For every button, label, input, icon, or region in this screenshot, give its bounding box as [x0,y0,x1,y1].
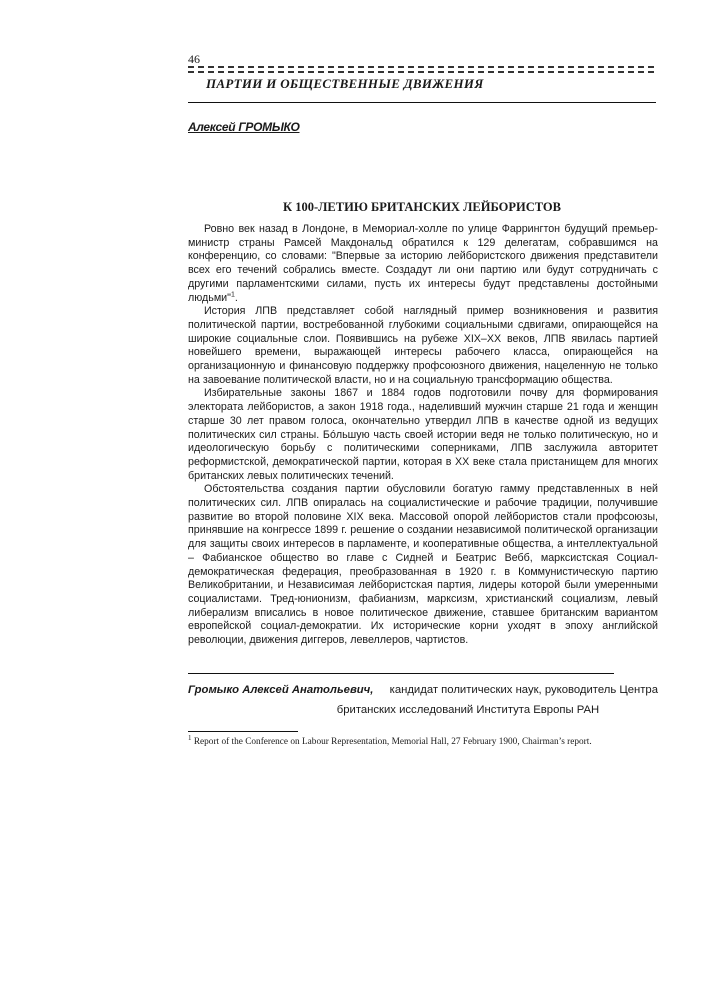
paragraph-4: Обстоятельства создания партии обусловили богатую гамму представленных в ней политических сил. ЛПВ опиралась на социалистические и рабочие традиции, получившие развитие во второй половине XIX века. Массовой опорой лейбористов стали профсоюзы, принявшие на конгрессе 1899 г. решение о создании независимой политической организации для защиты своих интересов в парламенте, и кооперативные общества, а интеллектуальной – Фабианское общество во главе с Сидней и Беатрис Вебб, марксистская Социал-демократическая федерация, преобразованная в 1920 г. в Коммунистическую партию Великобритании, и Независимая лейбористская партия, лидеры которой были умеренными социалистами. Тред-юнионизм, фабианизм, марксизм, христианский социализм, левый либерализм вписались в новое политическое движение, ставшее британским вариантом европейской социал-демократии. Их исторические корни уходят в эпоху английской революции, движения диггеров, левеллеров, чартистов. [188,483,658,647]
section-title: ПАРТИИ И ОБЩЕСТВЕННЫЕ ДВИЖЕНИЯ [206,76,484,91]
footnote-rule [188,731,298,732]
paragraph-1-text: Ровно век назад в Лондоне, в Мемориал-холле по улице Фаррингтон будущий премьер-министр страны Рамсей Макдональд обратился к 129 делегатам, собравшимся на конференцию, со словами: "Впервые за историю лейбористского движения представители всех его течений собрались вместе. Создадут ли они партию или будут сотрудничать с другими парламентскими силами, пусть их интересы будут представлены достойными людьми" [188,223,658,304]
bio-title: кандидат политических наук, руководитель Центра [389,684,658,696]
article-body [188,223,658,648]
paragraph-1 [188,223,658,305]
bio-rule [188,673,614,674]
author-bio [188,680,658,720]
footnote-ref: 1 [230,290,235,298]
paragraph-2: История ЛПВ представляет собой наглядный пример возникновения и развития политической партии, востребованной глубокими социальными сдвигами, опирающейся на широкие социальные слои. Появившись на рубеже XIX–XX веков, ЛПВ явилась партией новейшего времени, выражающей интересы рабочего класса, опирающейся на организационную и финансовую поддержку профсоюзного движения, нацеленную не только на завоевание политической власти, но и на социальную трансформацию общества. [188,305,658,386]
header-dashed-rule [188,66,654,73]
header-rule [188,102,656,103]
article-title: К 100-ЛЕТИЮ БРИТАНСКИХ ЛЕЙБОРИСТОВ [283,200,561,214]
footnote [188,733,668,747]
bio-name: Громыко Алексей Анатольевич, [188,684,374,696]
footnote-mark: 1 [188,733,192,742]
author-name: Алексей ГРОМЫКО [188,120,300,134]
bio-affiliation: британских исследований Института Европы РАН [336,704,600,716]
page-number: 46 [188,52,200,66]
paragraph-1-end: . [234,291,238,304]
footnote-text: Report of the Conference on Labour Representation, Memorial Hall, 27 February 1900, Chairman’s report. [191,737,592,747]
paragraph-3: Избирательные законы 1867 и 1884 годов подготовили почву для формирования электората лейбористов, а закон 1918 года., наделивший мужчин старше 21 года и женщин старше 30 лет правом голоса, окончательно утвердил ЛПВ в качестве одной из ведущих политических сил страны. Бóльшую часть своей истории ведя не только политическую, но и идеологическую борьбу с политическими соперниками, ЛПВ заслужила авторитет реформистской, демократической партии, которая в XX веке стала пристанищем для многих британских левых политических течений. [188,387,658,482]
